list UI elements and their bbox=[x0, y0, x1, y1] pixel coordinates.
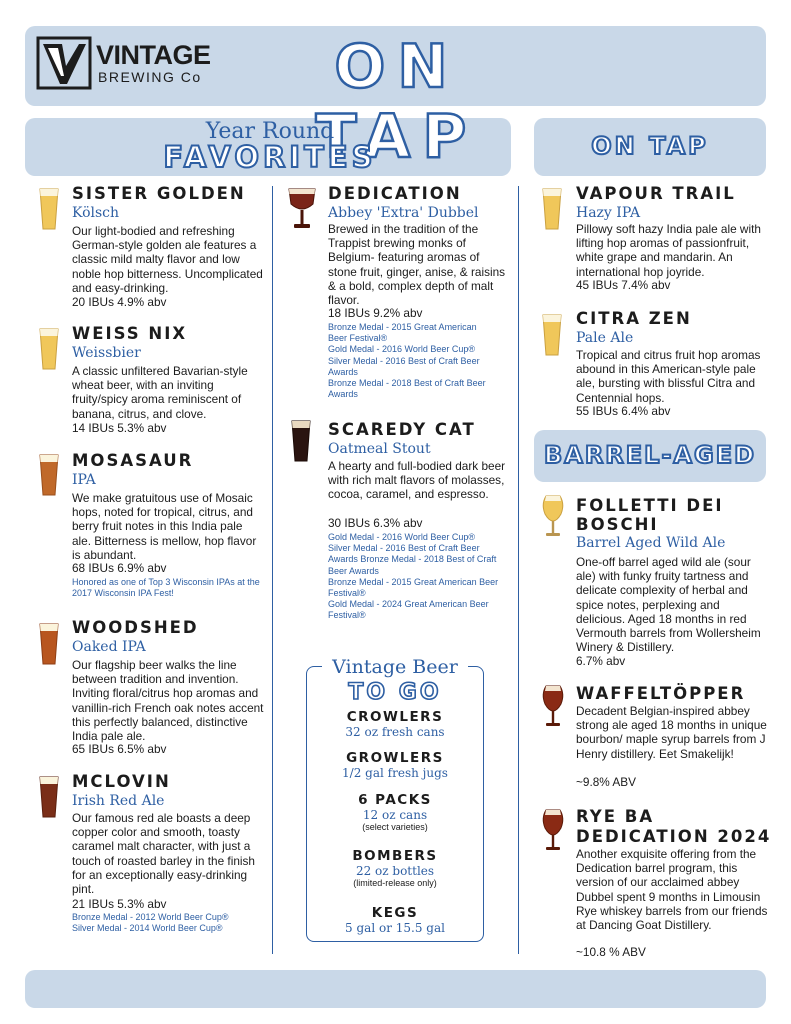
brand-name: VINTAGE bbox=[96, 40, 211, 70]
beer-style: Irish Red Ale bbox=[72, 793, 165, 809]
to-go-item-name: 6 PACKS bbox=[358, 792, 432, 808]
beer-description: A classic unfiltered Bavarian-style wheat beer, with an inviting fruity/spicy aroma reminiscent of banana, citrus, and clove. bbox=[72, 364, 248, 421]
to-go-item-detail: 1/2 gal fresh jugs bbox=[342, 766, 448, 780]
beer-description: One-off barrel aged wild ale (sour ale) with funky fruity tartness and delicate complexity of herbal and spice notes, perplexing and delicious. Aged 18 months in red Vermouth barrels from Wollersheim Winery & Distillery. bbox=[576, 555, 761, 655]
to-go-item bbox=[306, 792, 484, 832]
beer-stats: 55 IBUs 6.4% abv bbox=[576, 404, 671, 418]
beer-style: Oaked IPA bbox=[72, 639, 146, 655]
beer-name: WAFFELTÖPPER bbox=[576, 684, 746, 703]
beer-style: Abbey 'Extra' Dubbel bbox=[328, 205, 479, 221]
to-go-item-detail: 22 oz bottles bbox=[355, 864, 435, 878]
to-go-item-note: (limited-release only) bbox=[353, 878, 437, 888]
footer-band bbox=[25, 970, 766, 1008]
pint-glass-amber-icon bbox=[38, 453, 60, 497]
column-divider bbox=[272, 186, 273, 954]
page-title: ON TAP bbox=[315, 32, 479, 172]
beer-description: Tropical and citrus fruit hop aromas abound in this American-style pale ale, bursting with blissful Citra and Centennial hops. bbox=[576, 348, 761, 405]
beer-stats: ~9.8% ABV bbox=[576, 775, 637, 789]
beer-stats: 45 IBUs 7.4% abv bbox=[576, 278, 671, 292]
to-go-item bbox=[306, 750, 484, 780]
to-go-heading-script: Vintage Beer bbox=[322, 656, 468, 678]
to-go-item bbox=[306, 709, 484, 739]
pint-glass-golden-icon bbox=[38, 327, 60, 371]
pint-glass-golden-icon bbox=[541, 187, 563, 231]
to-go-item bbox=[306, 848, 484, 888]
tulip-glass-red-icon bbox=[540, 684, 566, 730]
beer-description: Our flagship beer walks the line between tradition and invention. Inviting floral/citrus hop aromas and vanillin-rich French oak notes accent this perfectly balanced, distinctive India pale ale. bbox=[72, 658, 264, 744]
tulip-glass-golden-icon bbox=[540, 494, 566, 540]
beer-style: Kölsch bbox=[72, 205, 120, 221]
beer-stats: 68 IBUs 6.9% abv bbox=[72, 561, 167, 575]
beer-name: SISTER GOLDEN bbox=[72, 184, 246, 203]
tulip-glass-red-icon bbox=[540, 808, 566, 854]
beer-stats: 30 IBUs 6.3% abv bbox=[328, 516, 423, 530]
pint-glass-golden-icon bbox=[541, 313, 563, 357]
beer-description: Our light-bodied and refreshing German-style golden ale features a classic mild malty flavor and low noble hop bitterness. Uncomplicated and easy-drinking. bbox=[72, 224, 263, 295]
beer-style: Hazy IPA bbox=[576, 205, 641, 221]
to-go-heading: TO GO bbox=[348, 680, 442, 705]
to-go-item-name: CROWLERS bbox=[346, 709, 444, 725]
beer-stats: 18 IBUs 9.2% abv bbox=[328, 306, 423, 320]
brand-logo bbox=[36, 36, 216, 92]
beer-style: Weissbier bbox=[72, 345, 141, 361]
pint-glass-dark-icon bbox=[290, 419, 312, 463]
to-go-item bbox=[306, 905, 484, 935]
v-logo-icon bbox=[36, 36, 92, 90]
beer-description: Decadent Belgian-inspired abbey strong ale aged 18 months in unique bourbon/ maple syrup barrels from J Henry distillery. Eet Smakelijk! bbox=[576, 704, 767, 761]
beer-name: WEISS NIX bbox=[72, 324, 188, 343]
beer-name: CITRA ZEN bbox=[576, 309, 692, 328]
to-go-item-note: (select varieties) bbox=[362, 822, 428, 832]
beer-stats: ~10.8 % ABV bbox=[576, 945, 646, 959]
barrel-aged-title: BARREL-AGED bbox=[543, 441, 757, 469]
beer-stats: 65 IBUs 6.5% abv bbox=[72, 742, 167, 756]
column-divider bbox=[518, 186, 519, 954]
beer-name: WOODSHED bbox=[72, 618, 199, 637]
beer-stats: 20 IBUs 4.9% abv bbox=[72, 295, 167, 309]
beer-awards: Bronze Medal - 2012 World Beer Cup® Silver Medal - 2014 World Beer Cup® bbox=[72, 912, 229, 934]
beer-name: DEDICATION bbox=[328, 184, 462, 203]
pint-glass-red-icon bbox=[38, 775, 60, 819]
brand-subtitle: BREWING Co bbox=[98, 69, 202, 85]
beer-awards: Gold Medal - 2016 World Beer Cup® Silver Medal - 2016 Best of Craft Beer Awards Bronze Medal - 2018 Best of Craft Beer Awards Bronze Medal - 2015 Great American Beer Festival® Gold Medal - 2024 Great American Beer Festival® bbox=[328, 532, 499, 621]
to-go-item-detail: 32 oz fresh cans bbox=[345, 725, 445, 739]
beer-stats: 6.7% abv bbox=[576, 654, 626, 668]
to-go-item-name: BOMBERS bbox=[352, 848, 438, 864]
beer-description: Our famous red ale boasts a deep copper color and smooth, toasty caramel malt character, with just a touch of roasted barley in the finish for an exceptionally easy-drinking pint. bbox=[72, 811, 255, 897]
to-go-item-name: KEGS bbox=[371, 905, 419, 921]
beer-description: Another exquisite offering from the Dedication barrel program, this version of our acclaimed abbey Dubbel spent 9 months in Limousin Rye whiskey barrels from our friends at Dancing Goat Distillery. bbox=[576, 847, 768, 933]
beer-awards: Honored as one of Top 3 Wisconsin IPAs at the 2017 Wisconsin IPA Fest! bbox=[72, 577, 260, 599]
beer-name: BOSCHI bbox=[576, 515, 659, 534]
beer-style: Barrel Aged Wild Ale bbox=[576, 535, 726, 551]
beer-stats: 14 IBUs 5.3% abv bbox=[72, 421, 167, 435]
beer-name: DEDICATION 2024 bbox=[576, 827, 772, 846]
pint-glass-amber-icon bbox=[38, 622, 60, 666]
year-round-script: Year Round bbox=[205, 119, 335, 144]
beer-style: Oatmeal Stout bbox=[328, 441, 431, 457]
beer-name: VAPOUR TRAIL bbox=[576, 184, 736, 203]
beer-awards: Bronze Medal - 2015 Great American Beer Festival® Gold Medal - 2016 World Beer Cup® Silver Medal - 2016 Best of Craft Beer Awards Bronze Medal - 2018 Best of Craft Beer Awards bbox=[328, 322, 486, 400]
beer-name: MOSASAUR bbox=[72, 451, 194, 470]
to-go-item-name: GROWLERS bbox=[346, 750, 444, 766]
beer-name: SCAREDY CAT bbox=[328, 420, 476, 439]
beer-description: Brewed in the tradition of the Trappist brewing monks of Belgium- featuring aromas of stone fruit, ginger, anise, & raisins & a bold, complex depth of malt flavor. bbox=[328, 222, 506, 308]
beer-style: IPA bbox=[72, 472, 96, 488]
beer-description: We make gratuitous use of Mosaic hops, noted for tropical, citrus, and berry fruit notes in this India pale ale. Bitterness is mellow, hop flavor is abundant. bbox=[72, 491, 257, 562]
beer-stats: 21 IBUs 5.3% abv bbox=[72, 897, 167, 911]
beer-description: A hearty and full-bodied dark beer with rich malt flavors of molasses, cocoa, caramel, and espresso. bbox=[328, 459, 506, 502]
to-go-item-detail: 12 oz cans bbox=[362, 808, 428, 822]
beer-name: MCLOVIN bbox=[72, 772, 171, 791]
beer-description: Pillowy soft hazy India pale ale with lifting hop aromas of passionfruit, white grape and mandarin. An international hop joyride. bbox=[576, 222, 761, 279]
to-go-item-detail: 5 gal or 15.5 gal bbox=[345, 921, 445, 935]
on-tap-title: ON TAP bbox=[591, 132, 709, 160]
beer-name: RYE BA bbox=[576, 807, 655, 826]
favorites-title: FAVORITES bbox=[163, 140, 377, 174]
goblet-glass-dark-icon bbox=[286, 186, 318, 232]
beer-name: FOLLETTI DEI bbox=[576, 496, 724, 515]
beer-style: Pale Ale bbox=[576, 330, 634, 346]
pint-glass-golden-icon bbox=[38, 187, 60, 231]
